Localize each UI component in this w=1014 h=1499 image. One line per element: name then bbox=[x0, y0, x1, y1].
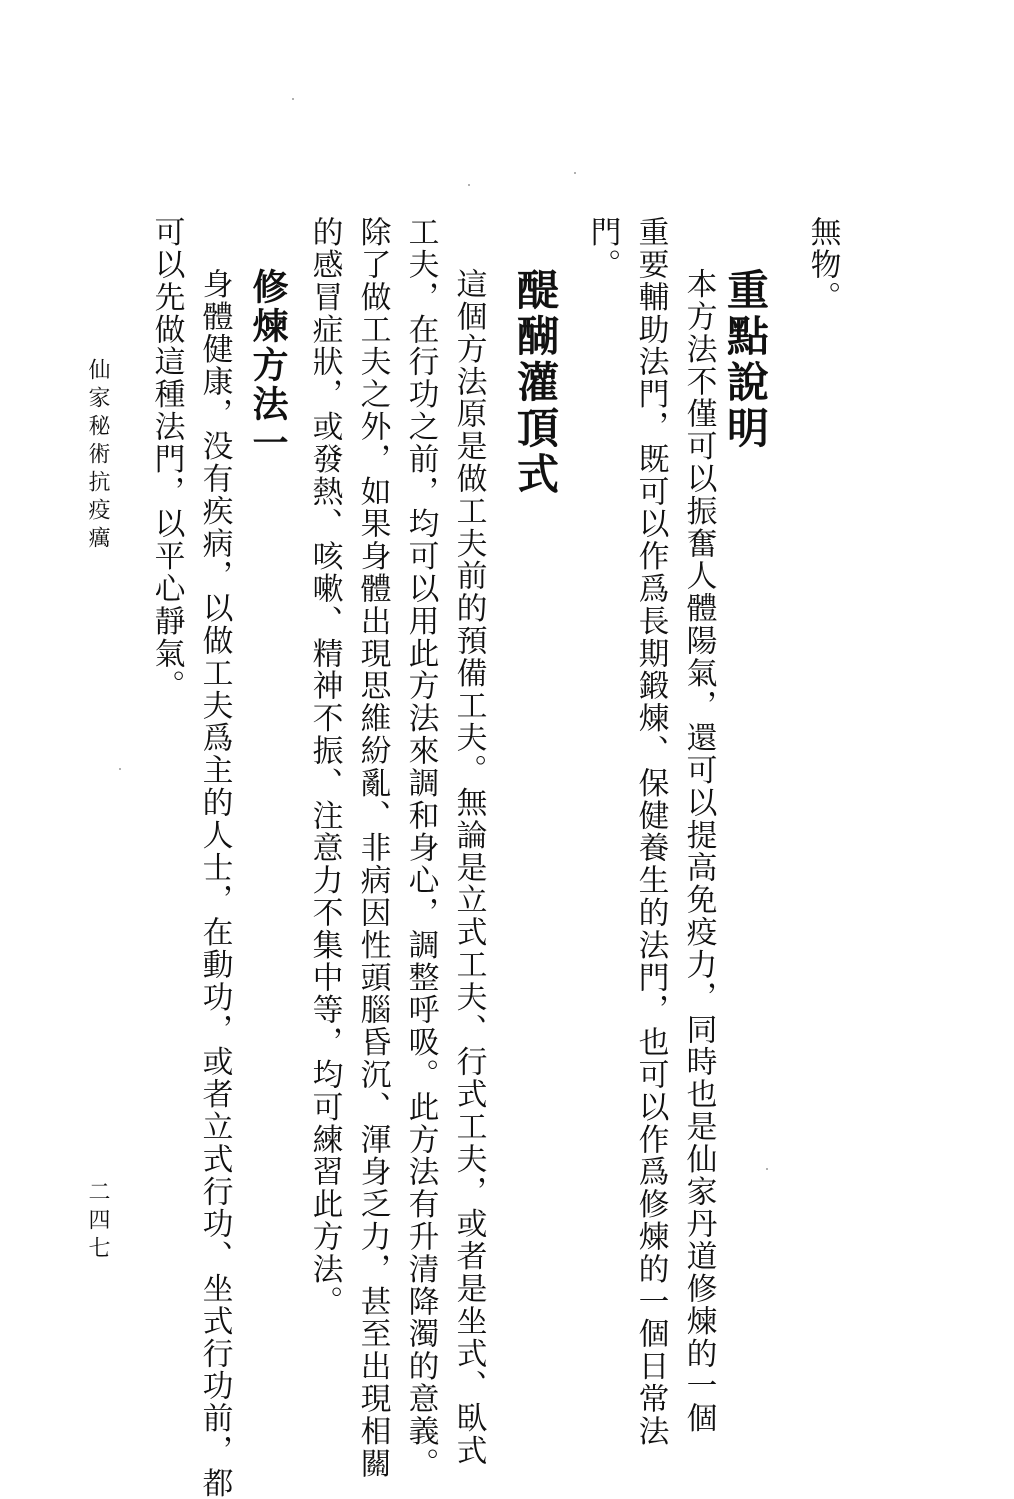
text-column-10: 可以先做這種法門，以平心靜氣。 bbox=[149, 216, 185, 702]
page-number: 二四七 bbox=[85, 1180, 110, 1264]
text-column-8: 的感冒症狀，或發熱、咳嗽、精神不振、注意力不集中等，均可練習此方法。 bbox=[307, 216, 343, 1318]
text-column-6: 工夫，在行功之前，均可以用此方法來調和身心，調整呼吸。此方法有升清降濁的意義。 bbox=[403, 216, 439, 1480]
section-heading-key-notes: 重點說明 bbox=[721, 268, 770, 452]
text-column-9: 身體健康，没有疾病，以做工夫爲主的人士，在動功，或者立式行功、坐式行功前，都 bbox=[197, 268, 233, 1499]
subsection-heading-method-one: 修煉方法一 bbox=[247, 268, 289, 463]
scan-speck bbox=[119, 768, 121, 770]
section-heading-method-name: 醍醐灌頂式 bbox=[511, 268, 560, 498]
text-column-1: 無物。 bbox=[805, 216, 841, 314]
scan-speck bbox=[766, 1168, 768, 1170]
text-column-5: 這個方法原是做工夫前的預備工夫。無論是立式工夫、行式工夫，或者是坐式、臥式 bbox=[451, 268, 487, 1467]
scan-speck bbox=[468, 184, 470, 186]
scan-speck bbox=[574, 172, 576, 174]
text-column-3: 重要輔助法門，既可以作爲長期鍛煉、保健養生的法門，也可以作爲修煉的一個日常法 bbox=[633, 216, 669, 1448]
scan-speck bbox=[292, 98, 294, 100]
text-column-2: 本方法不僅可以振奮人體陽氣，還可以提高免疫力，同時也是仙家丹道修煉的一個 bbox=[681, 268, 717, 1435]
running-book-title: 仙家秘術抗疫癘 bbox=[85, 358, 110, 554]
text-column-4: 門。 bbox=[585, 216, 621, 281]
text-column-7: 除了做工夫之外，如果身體出現思維紛亂、非病因性頭腦昏沉、渾身乏力，甚至出現相關 bbox=[355, 216, 391, 1480]
